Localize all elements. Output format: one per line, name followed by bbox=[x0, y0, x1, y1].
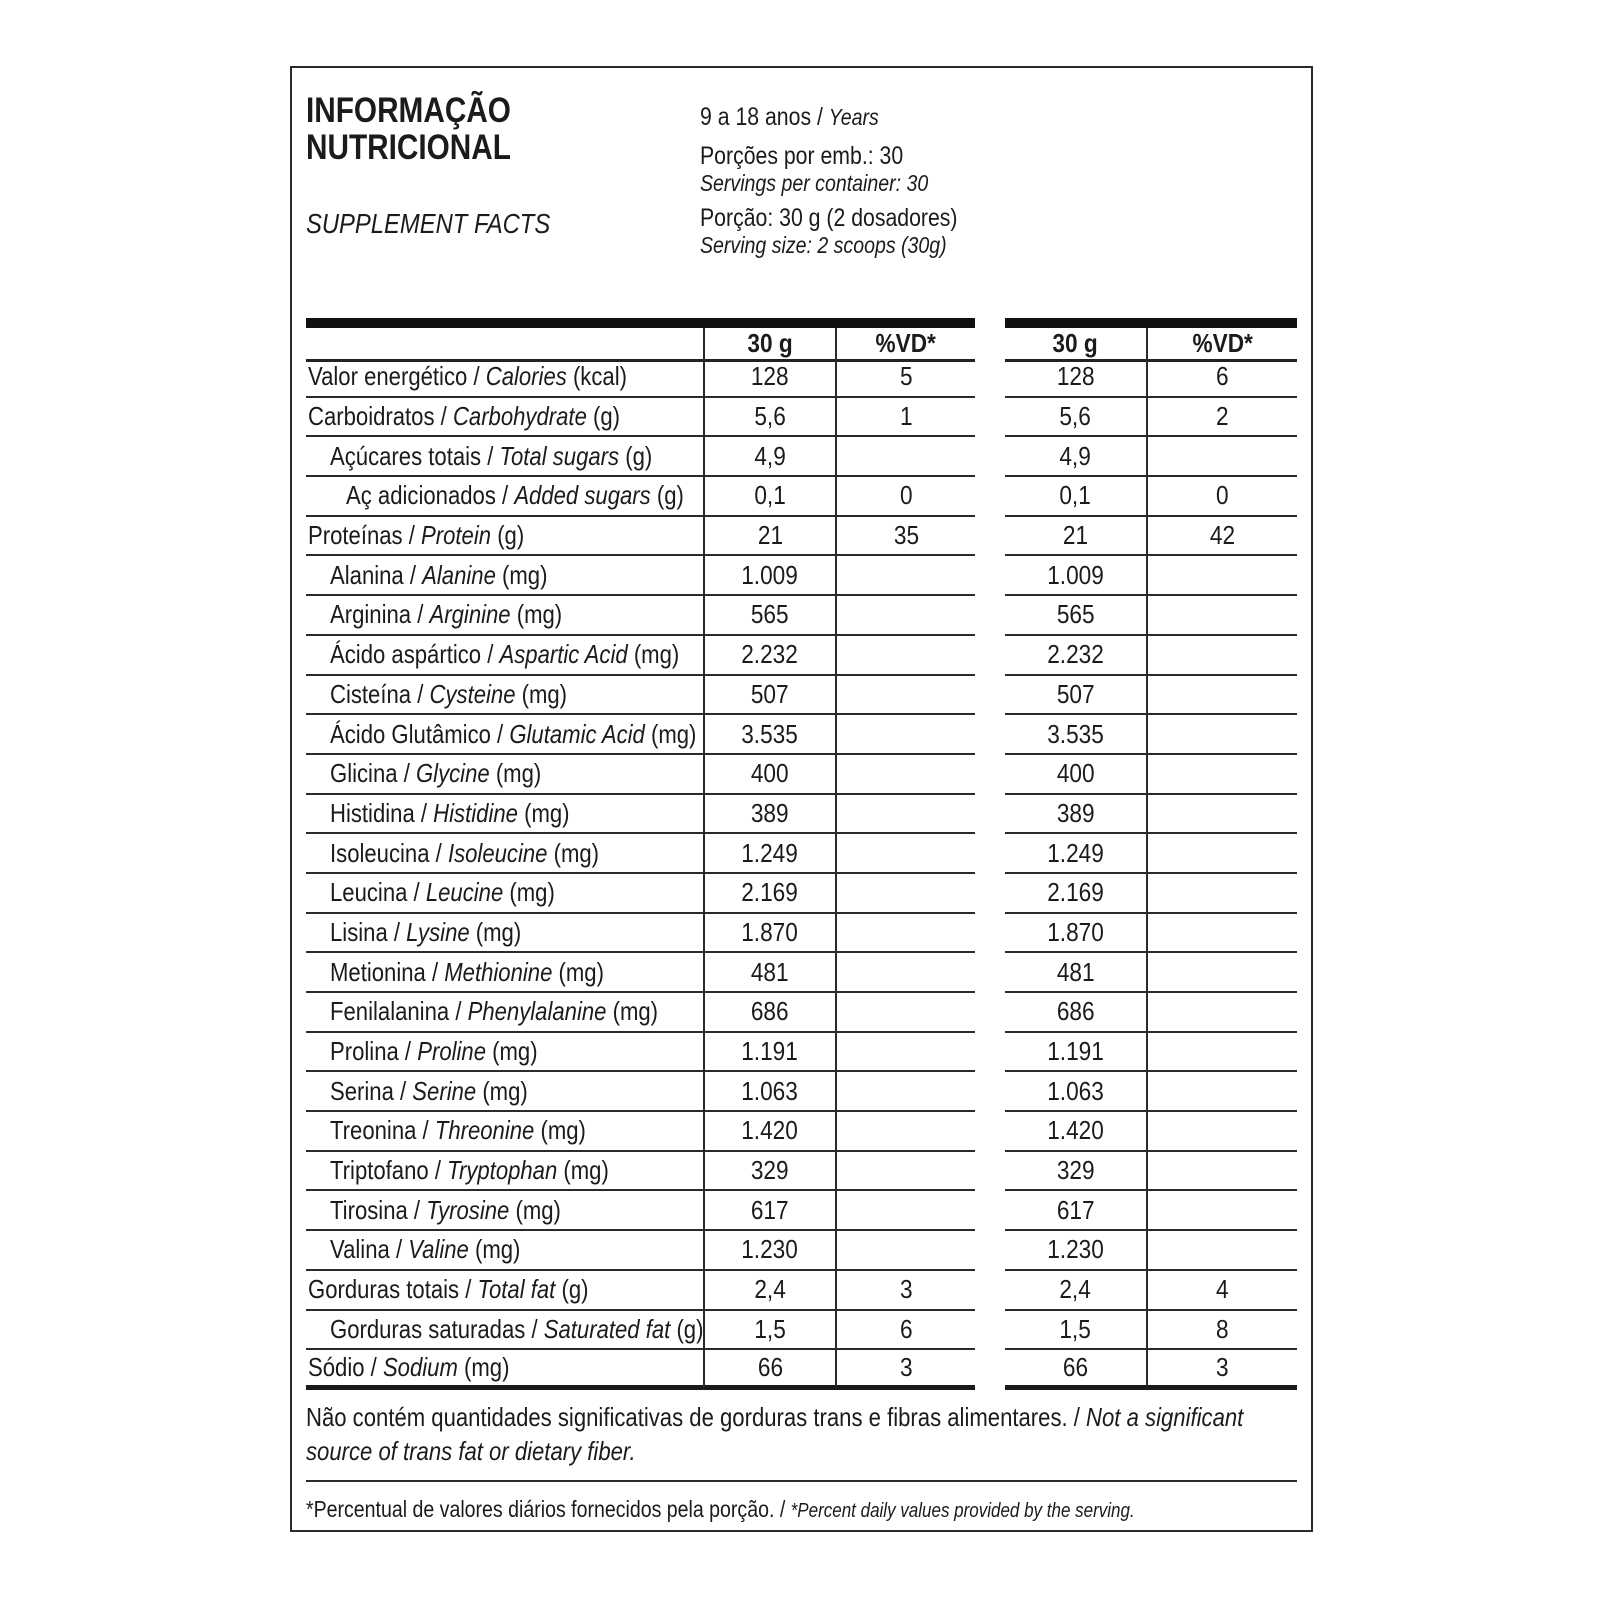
table-row bbox=[306, 556, 1297, 596]
nutrient-name-pt: Valor energético bbox=[308, 361, 468, 392]
table-row bbox=[306, 1271, 1297, 1311]
table-row bbox=[306, 834, 1297, 874]
nutrient-label: Cisteína / Cysteine (mg) bbox=[306, 676, 703, 716]
column-gap bbox=[975, 834, 1005, 874]
nutrient-label: Valina / Valine (mg) bbox=[306, 1231, 703, 1271]
nutrient-label: Aç adicionados / Added sugars (g) bbox=[306, 477, 703, 517]
nutrient-name-pt: Ácido Glutâmico bbox=[330, 718, 491, 749]
table-header-row bbox=[306, 328, 1297, 358]
nutrient-name-pt: Ácido aspártico bbox=[330, 639, 482, 670]
table-row bbox=[306, 398, 1297, 438]
amount-cell-1: 1.420 bbox=[703, 1112, 835, 1152]
amount-cell-2: 2.232 bbox=[1005, 636, 1146, 676]
dv-cell-2: 0 bbox=[1146, 477, 1297, 517]
column-gap bbox=[975, 398, 1005, 438]
nutrient-name-en: Total sugars bbox=[499, 440, 620, 471]
amount-cell-2: 2,4 bbox=[1005, 1271, 1146, 1311]
table-row bbox=[306, 358, 1297, 398]
header-dv-2: %VD* bbox=[1146, 328, 1297, 362]
nutrient-name-en: Aspartic Acid bbox=[499, 639, 628, 670]
nutrient-name-pt: Lisina bbox=[330, 916, 388, 947]
nutrient-name-en: Phenylalanine bbox=[467, 996, 607, 1027]
nutrient-name-en: Glutamic Acid bbox=[509, 718, 645, 749]
table-row bbox=[306, 795, 1297, 835]
amount-cell-1: 389 bbox=[703, 795, 835, 835]
footnote-divider bbox=[306, 1480, 1297, 1482]
amount-cell-1: 481 bbox=[703, 953, 835, 993]
dv-cell-2 bbox=[1146, 1033, 1297, 1073]
dv-cell-1 bbox=[835, 993, 975, 1033]
dv-cell-2 bbox=[1146, 874, 1297, 914]
amount-cell-2: 686 bbox=[1005, 993, 1146, 1033]
nutrient-name-pt: Treonina bbox=[330, 1115, 417, 1146]
nutrient-label: Prolina / Proline (mg) bbox=[306, 1033, 703, 1073]
table-row bbox=[306, 636, 1297, 676]
amount-cell-1: 1.009 bbox=[703, 556, 835, 596]
amount-cell-2: 1.249 bbox=[1005, 834, 1146, 874]
dv-cell-1 bbox=[835, 715, 975, 755]
dv-cell-1: 35 bbox=[835, 517, 975, 557]
dv-cell-2 bbox=[1146, 1152, 1297, 1192]
nutrient-label: Ácido Glutâmico / Glutamic Acid (mg) bbox=[306, 715, 703, 755]
table-row bbox=[306, 874, 1297, 914]
label-subtitle: SUPPLEMENT FACTS bbox=[306, 208, 551, 239]
nutrient-name-en: Isoleucine bbox=[447, 837, 548, 868]
amount-cell-1: 400 bbox=[703, 755, 835, 795]
dv-cell-1: 3 bbox=[835, 1271, 975, 1311]
serving-size-en: Serving size: 2 scoops (30g) bbox=[700, 232, 947, 258]
column-gap bbox=[975, 1112, 1005, 1152]
nutrient-name-en: Proline bbox=[417, 1036, 487, 1067]
nutrient-label: Valor energético / Calories (kcal) bbox=[306, 358, 703, 398]
nutrient-label: Gorduras saturadas / Saturated fat (g) bbox=[306, 1311, 703, 1351]
nutrient-name-en: Protein bbox=[421, 520, 492, 551]
nutrient-name-en: Alanine bbox=[422, 559, 496, 590]
nutrient-name-en: Tryptophan bbox=[447, 1155, 558, 1186]
disclaimer bbox=[306, 1400, 1297, 1468]
amount-cell-2: 0,1 bbox=[1005, 477, 1146, 517]
top-bar-right bbox=[1005, 318, 1297, 328]
column-gap bbox=[975, 636, 1005, 676]
nutrient-name-pt: Gorduras saturadas bbox=[330, 1313, 526, 1344]
amount-cell-1: 66 bbox=[703, 1350, 835, 1390]
table-row bbox=[306, 1072, 1297, 1112]
age-range-line: 9 a 18 anos / Years bbox=[700, 103, 879, 131]
column-gap bbox=[975, 1152, 1005, 1192]
nutrient-label: Histidina / Histidine (mg) bbox=[306, 795, 703, 835]
nutrient-name-pt: Tirosina bbox=[330, 1194, 408, 1225]
serving-size-pt: Porção: 30 g (2 dosadores) bbox=[700, 204, 958, 232]
dv-cell-2 bbox=[1146, 715, 1297, 755]
amount-cell-1: 5,6 bbox=[703, 398, 835, 438]
nutrient-name-en: Added sugars bbox=[514, 480, 651, 511]
table-row bbox=[306, 715, 1297, 755]
amount-cell-2: 1.230 bbox=[1005, 1231, 1146, 1271]
column-gap bbox=[975, 437, 1005, 477]
nutrient-name-en: Carbohydrate bbox=[452, 401, 587, 432]
amount-cell-1: 4,9 bbox=[703, 437, 835, 477]
nutrient-name-en: Serine bbox=[412, 1075, 477, 1106]
dv-cell-1 bbox=[835, 795, 975, 835]
amount-cell-2: 1.009 bbox=[1005, 556, 1146, 596]
dv-cell-1 bbox=[835, 1033, 975, 1073]
nutrient-name-pt: Fenilalanina bbox=[330, 996, 450, 1027]
disclaimer-en: Not a significant source of trans fat or dietary fiber. bbox=[306, 1401, 1244, 1466]
dv-cell-2: 3 bbox=[1146, 1350, 1297, 1390]
amount-cell-1: 329 bbox=[703, 1152, 835, 1192]
nutrient-name-pt: Isoleucina bbox=[330, 837, 430, 868]
column-gap bbox=[975, 1311, 1005, 1351]
dv-cell-2 bbox=[1146, 636, 1297, 676]
amount-cell-2: 507 bbox=[1005, 676, 1146, 716]
amount-cell-2: 617 bbox=[1005, 1191, 1146, 1231]
amount-cell-1: 507 bbox=[703, 676, 835, 716]
amount-cell-1: 565 bbox=[703, 596, 835, 636]
nutrient-label: Tirosina / Tyrosine (mg) bbox=[306, 1191, 703, 1231]
amount-cell-1: 2,4 bbox=[703, 1271, 835, 1311]
dv-cell-1 bbox=[835, 1152, 975, 1192]
label-title bbox=[306, 92, 547, 166]
column-gap bbox=[975, 676, 1005, 716]
nutrient-label: Arginina / Arginine (mg) bbox=[306, 596, 703, 636]
nutrient-label: Gorduras totais / Total fat (g) bbox=[306, 1271, 703, 1311]
amount-cell-1: 1.249 bbox=[703, 834, 835, 874]
nutrient-name-pt: Proteínas bbox=[308, 520, 403, 551]
dv-cell-2: 42 bbox=[1146, 517, 1297, 557]
dv-cell-2 bbox=[1146, 755, 1297, 795]
nutrient-name-en: Saturated fat bbox=[543, 1313, 671, 1344]
nutrition-table bbox=[306, 318, 1297, 1390]
nutrient-name-pt: Sódio bbox=[308, 1352, 365, 1383]
column-gap bbox=[975, 914, 1005, 954]
table-row bbox=[306, 596, 1297, 636]
nutrient-label: Metionina / Methionine (mg) bbox=[306, 953, 703, 993]
amount-cell-2: 329 bbox=[1005, 1152, 1146, 1192]
amount-cell-1: 1.191 bbox=[703, 1033, 835, 1073]
footnote-pt: *Percentual de valores diários fornecidos pela porção. / bbox=[306, 1495, 786, 1522]
dv-cell-1: 3 bbox=[835, 1350, 975, 1390]
nutrient-name-en: Sodium bbox=[382, 1352, 458, 1383]
table-row bbox=[306, 676, 1297, 716]
header-dv-1: %VD* bbox=[835, 328, 975, 362]
nutrient-label: Triptofano / Tryptophan (mg) bbox=[306, 1152, 703, 1192]
dv-cell-2 bbox=[1146, 993, 1297, 1033]
dv-cell-1 bbox=[835, 636, 975, 676]
servings-per-container-en: Servings per container: 30 bbox=[700, 170, 929, 196]
dv-cell-1: 1 bbox=[835, 398, 975, 438]
nutrient-label: Serina / Serine (mg) bbox=[306, 1072, 703, 1112]
table-top-bars bbox=[306, 318, 1297, 328]
column-gap bbox=[975, 993, 1005, 1033]
nutrition-label bbox=[290, 66, 1313, 1532]
column-gap bbox=[975, 755, 1005, 795]
nutrient-label: Lisina / Lysine (mg) bbox=[306, 914, 703, 954]
amount-cell-2: 1.063 bbox=[1005, 1072, 1146, 1112]
table-row bbox=[306, 1231, 1297, 1271]
header-amount-1: 30 g bbox=[703, 328, 835, 362]
nutrient-name-pt: Serina bbox=[330, 1075, 394, 1106]
dv-cell-2: 8 bbox=[1146, 1311, 1297, 1351]
column-gap bbox=[975, 1191, 1005, 1231]
amount-cell-1: 1.063 bbox=[703, 1072, 835, 1112]
nutrient-name-pt: Açúcares totais bbox=[330, 440, 482, 471]
table-row bbox=[306, 993, 1297, 1033]
amount-cell-2: 2.169 bbox=[1005, 874, 1146, 914]
dv-cell-1: 6 bbox=[835, 1311, 975, 1351]
nutrient-label: Glicina / Glycine (mg) bbox=[306, 755, 703, 795]
nutrient-name-pt: Leucina bbox=[330, 877, 408, 908]
column-gap bbox=[975, 1033, 1005, 1073]
nutrient-name-pt: Metionina bbox=[330, 956, 426, 987]
amount-cell-2: 21 bbox=[1005, 517, 1146, 557]
dv-cell-1 bbox=[835, 914, 975, 954]
dv-cell-2 bbox=[1146, 676, 1297, 716]
amount-cell-1: 1.870 bbox=[703, 914, 835, 954]
column-gap bbox=[975, 358, 1005, 398]
title-line-2: NUTRICIONAL bbox=[306, 128, 511, 167]
column-gap bbox=[975, 715, 1005, 755]
column-gap bbox=[975, 953, 1005, 993]
amount-cell-1: 2.169 bbox=[703, 874, 835, 914]
nutrient-name-en: Tyrosine bbox=[426, 1194, 510, 1225]
dv-cell-2 bbox=[1146, 834, 1297, 874]
dv-cell-1 bbox=[835, 596, 975, 636]
amount-cell-2: 1.870 bbox=[1005, 914, 1146, 954]
dv-cell-1: 0 bbox=[835, 477, 975, 517]
nutrient-label: Leucina / Leucine (mg) bbox=[306, 874, 703, 914]
column-gap bbox=[975, 795, 1005, 835]
table-body bbox=[306, 358, 1297, 1390]
table-row bbox=[306, 1152, 1297, 1192]
nutrient-label: Ácido aspártico / Aspartic Acid (mg) bbox=[306, 636, 703, 676]
nutrient-name-pt: Triptofano bbox=[330, 1155, 429, 1186]
dv-cell-1 bbox=[835, 437, 975, 477]
column-gap bbox=[975, 1350, 1005, 1390]
table-row bbox=[306, 953, 1297, 993]
column-gap bbox=[975, 517, 1005, 557]
nutrient-name-pt: Histidina bbox=[330, 797, 415, 828]
nutrient-name-en: Arginine bbox=[429, 599, 511, 630]
dv-cell-1 bbox=[835, 755, 975, 795]
amount-cell-1: 2.232 bbox=[703, 636, 835, 676]
column-gap bbox=[975, 596, 1005, 636]
servings-per-container-pt: Porções por emb.: 30 bbox=[700, 142, 904, 170]
amount-cell-1: 21 bbox=[703, 517, 835, 557]
amount-cell-1: 617 bbox=[703, 1191, 835, 1231]
table-row bbox=[306, 437, 1297, 477]
nutrient-label: Alanina / Alanine (mg) bbox=[306, 556, 703, 596]
nutrient-label: Açúcares totais / Total sugars (g) bbox=[306, 437, 703, 477]
nutrient-name-pt: Aç adicionados bbox=[346, 480, 496, 511]
nutrient-name-pt: Cisteína bbox=[330, 678, 412, 709]
dv-cell-2: 6 bbox=[1146, 358, 1297, 398]
nutrient-name-en: Histidine bbox=[433, 797, 518, 828]
dv-cell-2 bbox=[1146, 1072, 1297, 1112]
amount-cell-1: 1,5 bbox=[703, 1311, 835, 1351]
nutrient-name-pt: Glicina bbox=[330, 758, 398, 789]
nutrient-name-pt: Arginina bbox=[330, 599, 412, 630]
table-row bbox=[306, 1311, 1297, 1351]
dv-cell-2 bbox=[1146, 556, 1297, 596]
nutrient-name-en: Methionine bbox=[444, 956, 553, 987]
dv-cell-2 bbox=[1146, 437, 1297, 477]
dv-cell-1: 5 bbox=[835, 358, 975, 398]
age-range-en: Years bbox=[828, 104, 879, 130]
column-gap bbox=[975, 874, 1005, 914]
dv-cell-2: 2 bbox=[1146, 398, 1297, 438]
amount-cell-2: 389 bbox=[1005, 795, 1146, 835]
amount-cell-2: 400 bbox=[1005, 755, 1146, 795]
nutrient-label: Carboidratos / Carbohydrate (g) bbox=[306, 398, 703, 438]
amount-cell-2: 481 bbox=[1005, 953, 1146, 993]
amount-cell-2: 4,9 bbox=[1005, 437, 1146, 477]
column-gap bbox=[975, 556, 1005, 596]
header-empty bbox=[306, 328, 703, 362]
top-bar-left bbox=[306, 318, 975, 328]
dv-cell-1 bbox=[835, 556, 975, 596]
dv-cell-1 bbox=[835, 1072, 975, 1112]
dv-cell-2 bbox=[1146, 1231, 1297, 1271]
amount-cell-2: 66 bbox=[1005, 1350, 1146, 1390]
amount-cell-2: 5,6 bbox=[1005, 398, 1146, 438]
table-row bbox=[306, 1350, 1297, 1390]
dv-cell-1 bbox=[835, 1231, 975, 1271]
dv-cell-2 bbox=[1146, 795, 1297, 835]
dv-cell-1 bbox=[835, 676, 975, 716]
amount-cell-2: 1.420 bbox=[1005, 1112, 1146, 1152]
dv-cell-2 bbox=[1146, 953, 1297, 993]
nutrient-label: Isoleucina / Isoleucine (mg) bbox=[306, 834, 703, 874]
dv-cell-2 bbox=[1146, 1112, 1297, 1152]
nutrient-name-en: Threonine bbox=[434, 1115, 535, 1146]
dv-cell-2 bbox=[1146, 1191, 1297, 1231]
nutrient-name-pt: Gorduras totais bbox=[308, 1274, 460, 1305]
footnote-en: *Percent daily values provided by the serving. bbox=[790, 1499, 1135, 1522]
amount-cell-2: 1,5 bbox=[1005, 1311, 1146, 1351]
nutrient-name-en: Glycine bbox=[415, 758, 490, 789]
table-row bbox=[306, 477, 1297, 517]
nutrient-label: Fenilalanina / Phenylalanine (mg) bbox=[306, 993, 703, 1033]
dv-cell-1 bbox=[835, 1112, 975, 1152]
nutrient-label: Sódio / Sodium (mg) bbox=[306, 1350, 703, 1390]
nutrient-name-pt: Carboidratos bbox=[308, 401, 435, 432]
dv-cell-1 bbox=[835, 1191, 975, 1231]
column-gap bbox=[975, 1271, 1005, 1311]
nutrient-name-en: Calories bbox=[485, 361, 567, 392]
amount-cell-2: 3.535 bbox=[1005, 715, 1146, 755]
amount-cell-1: 0,1 bbox=[703, 477, 835, 517]
label-header bbox=[306, 68, 1297, 318]
table-row bbox=[306, 914, 1297, 954]
nutrient-name-pt: Alanina bbox=[330, 559, 404, 590]
dv-cell-1 bbox=[835, 953, 975, 993]
dv-cell-2: 4 bbox=[1146, 1271, 1297, 1311]
nutrient-name-en: Total fat bbox=[477, 1274, 556, 1305]
column-gap bbox=[975, 477, 1005, 517]
amount-cell-1: 3.535 bbox=[703, 715, 835, 755]
footnote bbox=[306, 1496, 1297, 1523]
serving-info bbox=[700, 104, 1003, 259]
dv-cell-2 bbox=[1146, 596, 1297, 636]
column-gap bbox=[975, 328, 1005, 362]
nutrient-name-en: Lysine bbox=[406, 916, 470, 947]
amount-cell-2: 128 bbox=[1005, 358, 1146, 398]
header-amount-2: 30 g bbox=[1005, 328, 1146, 362]
amount-cell-1: 128 bbox=[703, 358, 835, 398]
nutrient-label: Proteínas / Protein (g) bbox=[306, 517, 703, 557]
amount-cell-1: 1.230 bbox=[703, 1231, 835, 1271]
table-row bbox=[306, 517, 1297, 557]
table-row bbox=[306, 1033, 1297, 1073]
title-line-1: INFORMAÇÃO bbox=[306, 91, 511, 130]
amount-cell-2: 1.191 bbox=[1005, 1033, 1146, 1073]
table-row bbox=[306, 755, 1297, 795]
column-gap bbox=[975, 1072, 1005, 1112]
table-row bbox=[306, 1191, 1297, 1231]
table-row bbox=[306, 1112, 1297, 1152]
column-gap bbox=[975, 1231, 1005, 1271]
nutrient-name-en: Cysteine bbox=[429, 678, 516, 709]
dv-cell-2 bbox=[1146, 914, 1297, 954]
nutrient-name-pt: Prolina bbox=[330, 1036, 399, 1067]
amount-cell-1: 686 bbox=[703, 993, 835, 1033]
nutrient-name-pt: Valina bbox=[330, 1234, 390, 1265]
dv-cell-1 bbox=[835, 874, 975, 914]
amount-cell-2: 565 bbox=[1005, 596, 1146, 636]
nutrient-name-en: Valine bbox=[408, 1234, 469, 1265]
disclaimer-pt: Não contém quantidades significativas de gorduras trans e fibras alimentares. / bbox=[306, 1401, 1080, 1432]
nutrient-name-en: Leucine bbox=[425, 877, 504, 908]
nutrient-label: Treonina / Threonine (mg) bbox=[306, 1112, 703, 1152]
dv-cell-1 bbox=[835, 834, 975, 874]
